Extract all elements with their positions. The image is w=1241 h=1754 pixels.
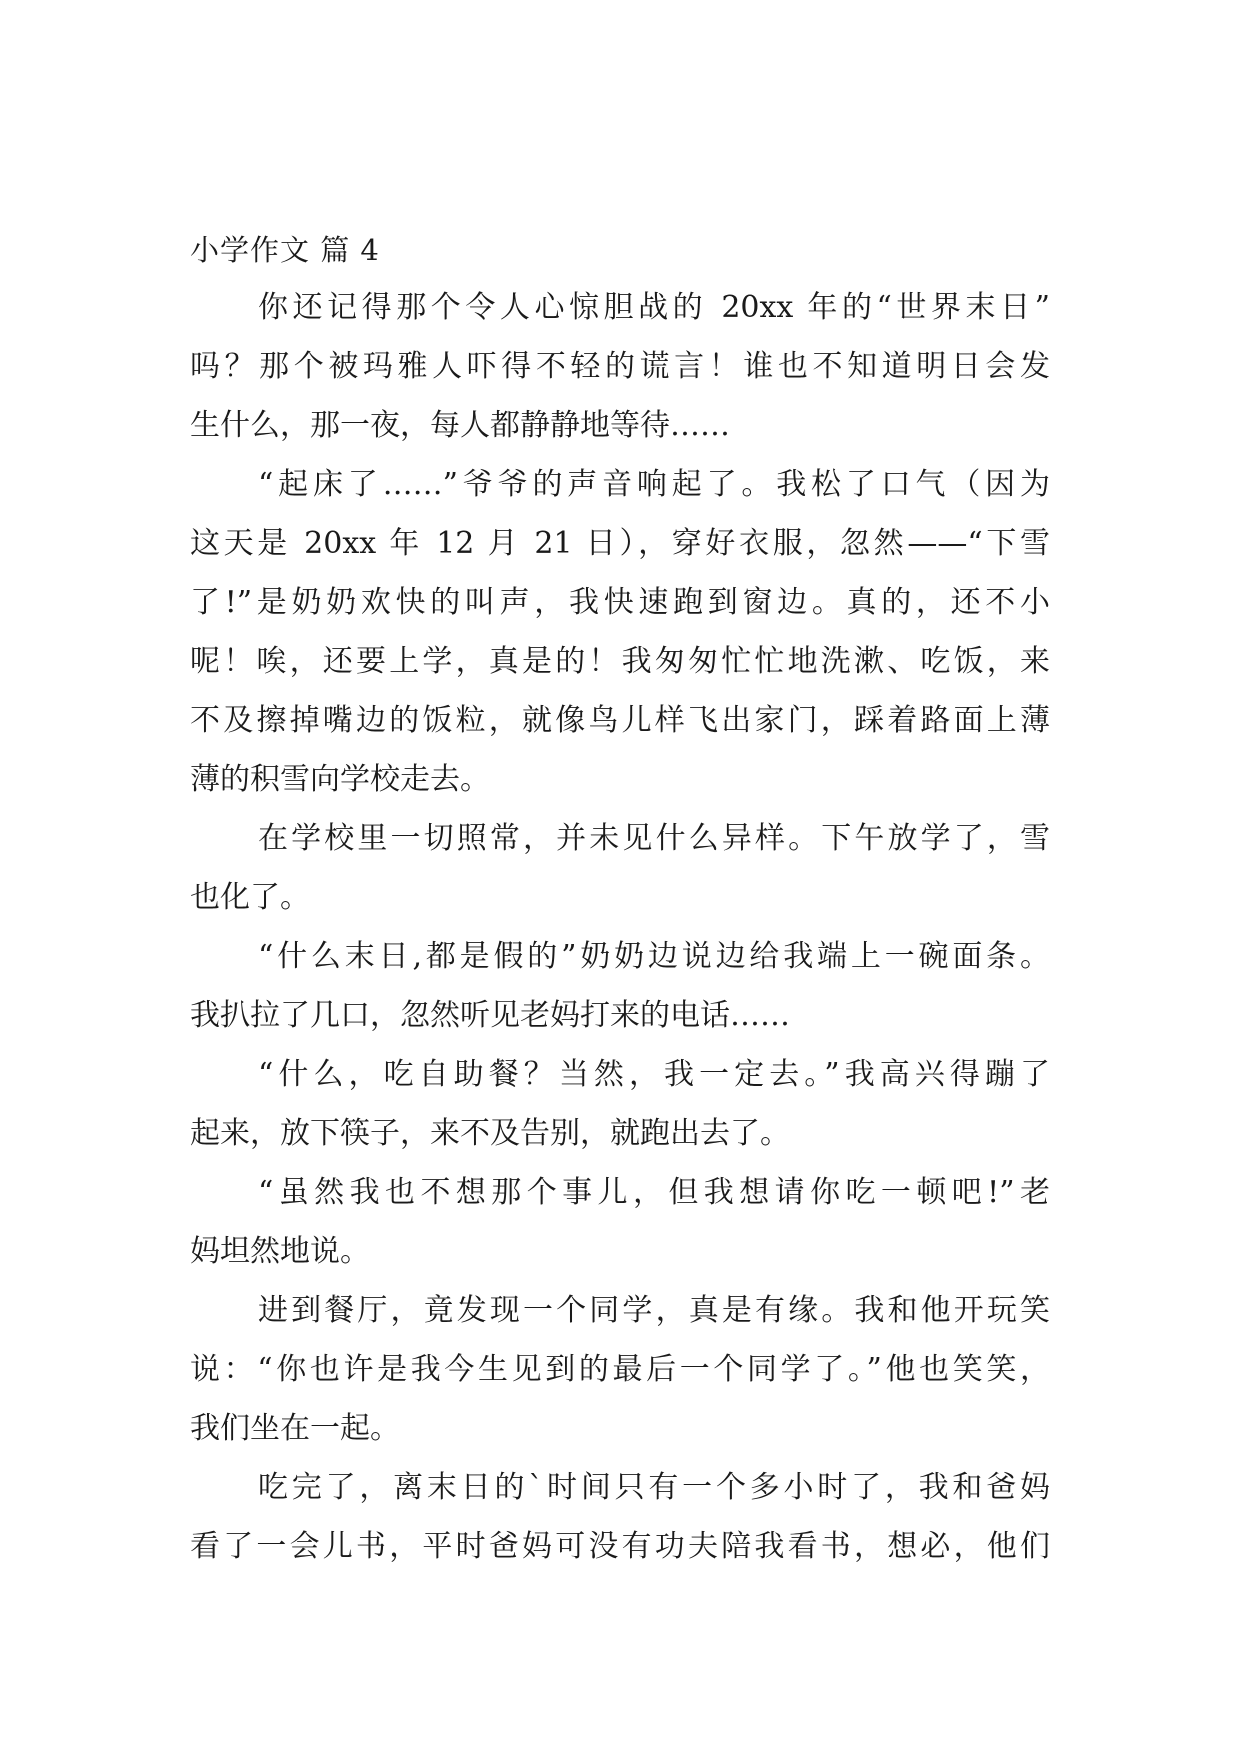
text-line: “什么末日,都是假的”奶奶边说边给我端上一碗面条。 bbox=[258, 939, 1050, 974]
text-line: 不及擦掉嘴边的饭粒，就像鸟儿样飞出家门，踩着路面上薄 bbox=[190, 703, 1050, 738]
text-line: “起床了……”爷爷的声音响起了。我松了口气（因为 bbox=[258, 467, 1050, 502]
text-line: 了!”是奶奶欢快的叫声，我快速跑到窗边。真的，还不小 bbox=[190, 585, 1050, 620]
text-line: 在学校里一切照常，并未见什么异样。下午放学了，雪 bbox=[258, 821, 1050, 856]
text-line: 看了一会儿书，平时爸妈可没有功夫陪我看书，想必，他们 bbox=[190, 1529, 1050, 1564]
text-line: 也化了。 bbox=[190, 880, 310, 915]
paragraph-8 bbox=[190, 1458, 1050, 1576]
paragraph-5 bbox=[190, 1045, 1050, 1163]
text-line: 妈坦然地说。 bbox=[190, 1234, 370, 1269]
text-line: 你还记得那个令人心惊胆战的 20xx 年的“世界末日” bbox=[258, 290, 1050, 325]
paragraph-2 bbox=[190, 455, 1050, 809]
text-line: 起来，放下筷子，来不及告别，就跑出去了。 bbox=[190, 1116, 790, 1151]
text-line: “什么，吃自助餐？当然，我一定去。”我高兴得蹦了 bbox=[258, 1057, 1050, 1092]
text-line: 我们坐在一起。 bbox=[190, 1411, 400, 1446]
text-line: 吗？那个被玛雅人吓得不轻的谎言！谁也不知道明日会发 bbox=[190, 349, 1050, 384]
paragraph-6 bbox=[190, 1163, 1050, 1281]
text-line: 我扒拉了几口，忽然听见老妈打来的电话…… bbox=[190, 998, 790, 1033]
paragraph-3 bbox=[190, 809, 1050, 927]
text-line: 说：“你也许是我今生见到的最后一个同学了。”他也笑笑， bbox=[190, 1352, 1050, 1387]
document-body bbox=[190, 222, 1050, 1576]
text-line: 吃完了，离末日的`时间只有一个多小时了，我和爸妈 bbox=[258, 1470, 1050, 1505]
text-line: 这天是 20xx 年 12 月 21 日），穿好衣服，忽然——“下雪 bbox=[190, 526, 1050, 561]
text-line: 进到餐厅，竟发现一个同学，真是有缘。我和他开玩笑 bbox=[258, 1293, 1050, 1328]
paragraph-7 bbox=[190, 1281, 1050, 1458]
text-line: “虽然我也不想那个事儿，但我想请你吃一顿吧!”老 bbox=[258, 1175, 1050, 1210]
document-title: 小学作文 篇 4 bbox=[190, 233, 380, 267]
text-line: 生什么，那一夜，每人都静静地等待…… bbox=[190, 408, 730, 443]
paragraph-4 bbox=[190, 927, 1050, 1045]
text-line: 呢！唉，还要上学，真是的！我匆匆忙忙地洗漱、吃饭，来 bbox=[190, 644, 1050, 679]
text-line: 薄的积雪向学校走去。 bbox=[190, 762, 490, 797]
paragraph-1 bbox=[190, 278, 1050, 455]
